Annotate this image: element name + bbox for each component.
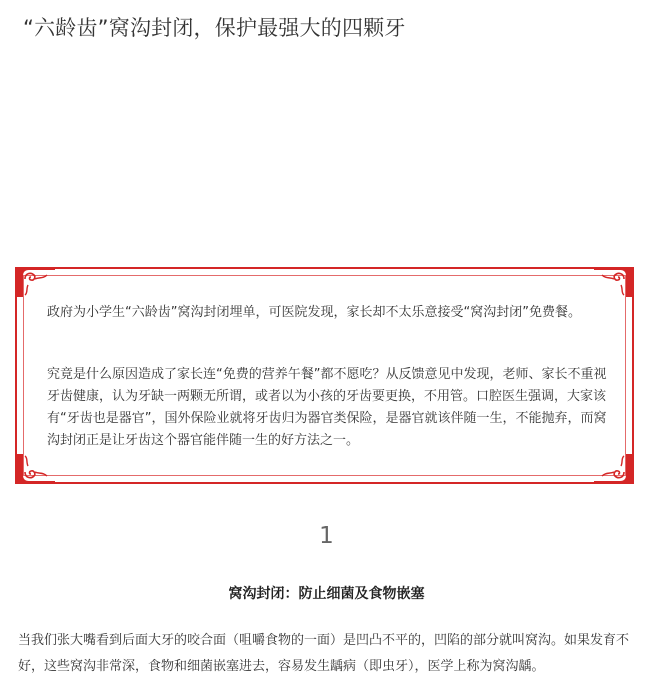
corner-ornament-icon: [594, 454, 634, 484]
intro-paragraph: 究竟是什么原因造成了家长连“免费的营养午餐”都不愿吃？从反馈意见中发现，老师、家长不重视牙齿健康，认为牙缺一两颗无所谓，或者以为小孩的牙齿要更换，不用管。口腔医生强调，大家该有“牙齿也是器官”，国外保险业就将牙齿归为器官类保险，是器官就该伴随一生，不能抛弃，而窝沟封闭正是让牙齿这个器官能伴随一生的好方法之一。: [47, 367, 607, 448]
section-body-text: 当我们张大嘴看到后面大牙的咬合面（咀嚼食物的一面）是凹凸不平的，凹陷的部分就叫窝沟。如果发育不好，这些窝沟非常深，食物和细菌嵌塞进去，容易发生龋病（即虫牙），医学上称为窝沟龋。: [18, 633, 630, 674]
section-number: 1: [319, 523, 334, 549]
corner-ornament-icon: [594, 267, 634, 297]
intro-paragraph: 政府为小学生“六龄齿”窝沟封闭埋单，可医院发现，家长却不太乐意接受“窝沟封闭”免费餐。: [47, 305, 581, 320]
article-title: “六龄齿”窝沟封闭，保护最强大的四颗牙: [23, 16, 406, 40]
intro-box: [15, 267, 634, 484]
section-heading: 窝沟封闭：防止细菌及食物嵌塞: [228, 586, 425, 602]
corner-ornament-icon: [15, 454, 55, 484]
corner-ornament-icon: [15, 267, 55, 297]
